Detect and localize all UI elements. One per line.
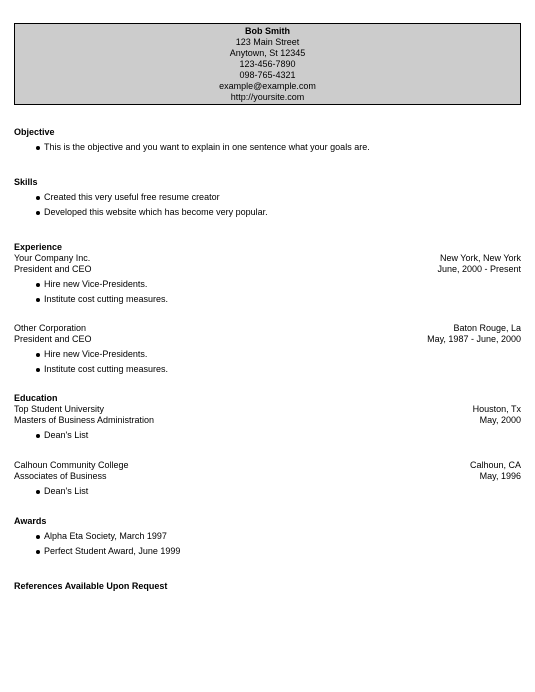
experience-duties — [14, 349, 521, 375]
employer-location: New York, New York — [439, 253, 521, 263]
honor-item: Dean's List — [14, 430, 521, 441]
job-title: President and CEO — [14, 264, 92, 274]
awards-section — [14, 516, 521, 557]
address-line-1: 123 Main Street — [235, 37, 300, 47]
duty-item: Institute cost cutting measures. — [14, 294, 521, 305]
experience-entry-subheader — [14, 334, 521, 345]
education-entry-header — [14, 404, 521, 415]
candidate-name: Bob Smith — [245, 26, 290, 36]
objective-section — [14, 127, 521, 153]
awards-list — [14, 531, 521, 557]
graduation-date: May, 1996 — [479, 471, 521, 481]
education-entry-subheader — [14, 415, 521, 426]
employer-location: Baton Rouge, La — [453, 323, 521, 333]
honor-item: Dean's List — [14, 486, 521, 497]
school-name: Calhoun Community College — [14, 460, 129, 470]
education-section — [14, 393, 521, 441]
duty-item: Hire new Vice-Presidents. — [14, 279, 521, 290]
job-title: President and CEO — [14, 334, 92, 344]
experience-entry-2 — [14, 323, 521, 375]
job-dates: June, 2000 - Present — [437, 264, 521, 274]
address-line-2: Anytown, St 12345 — [229, 48, 306, 58]
degree: Masters of Business Administration — [14, 415, 155, 425]
education-honors — [14, 430, 521, 441]
objective-item: This is the objective and you want to explain in one sentence what your goals are. — [14, 142, 521, 153]
school-location: Calhoun, CA — [469, 460, 521, 470]
school-location: Houston, Tx — [472, 404, 521, 414]
references-title: References Available Upon Request — [14, 581, 168, 591]
experience-entry-header — [14, 253, 521, 264]
job-dates: May, 1987 - June, 2000 — [427, 334, 521, 344]
school-name: Top Student University — [14, 404, 105, 414]
experience-duties — [14, 279, 521, 305]
degree: Associates of Business — [14, 471, 107, 481]
duty-item: Institute cost cutting measures. — [14, 364, 521, 375]
education-entry-subheader — [14, 471, 521, 482]
phone-2: 098-765-4321 — [239, 70, 296, 80]
skill-item: Created this very useful free resume creator — [14, 192, 521, 203]
skills-list — [14, 192, 521, 218]
objective-title: Objective — [14, 127, 55, 137]
website: http://yoursite.com — [230, 92, 305, 102]
education-honors — [14, 486, 521, 497]
resume-page — [14, 23, 521, 591]
references-section — [14, 581, 521, 592]
objective-list — [14, 142, 521, 153]
education-title: Education — [14, 393, 58, 403]
education-entry-header — [14, 460, 521, 471]
skills-title: Skills — [14, 177, 38, 187]
experience-entry-subheader — [14, 264, 521, 275]
awards-title: Awards — [14, 516, 47, 526]
award-item: Perfect Student Award, June 1999 — [14, 546, 521, 557]
skill-item: Developed this website which has become very popular. — [14, 207, 521, 218]
award-item: Alpha Eta Society, March 1997 — [14, 531, 521, 542]
phone-1: 123-456-7890 — [239, 59, 296, 69]
skills-section — [14, 177, 521, 218]
email: example@example.com — [219, 81, 316, 91]
contact-header — [14, 23, 521, 105]
graduation-date: May, 2000 — [479, 415, 521, 425]
duty-item: Hire new Vice-Presidents. — [14, 349, 521, 360]
employer-name: Other Corporation — [14, 323, 87, 333]
experience-title: Experience — [14, 242, 63, 252]
experience-section — [14, 242, 521, 305]
education-entry-2 — [14, 460, 521, 497]
experience-entry-header — [14, 323, 521, 334]
employer-name: Your Company Inc. — [14, 253, 91, 263]
